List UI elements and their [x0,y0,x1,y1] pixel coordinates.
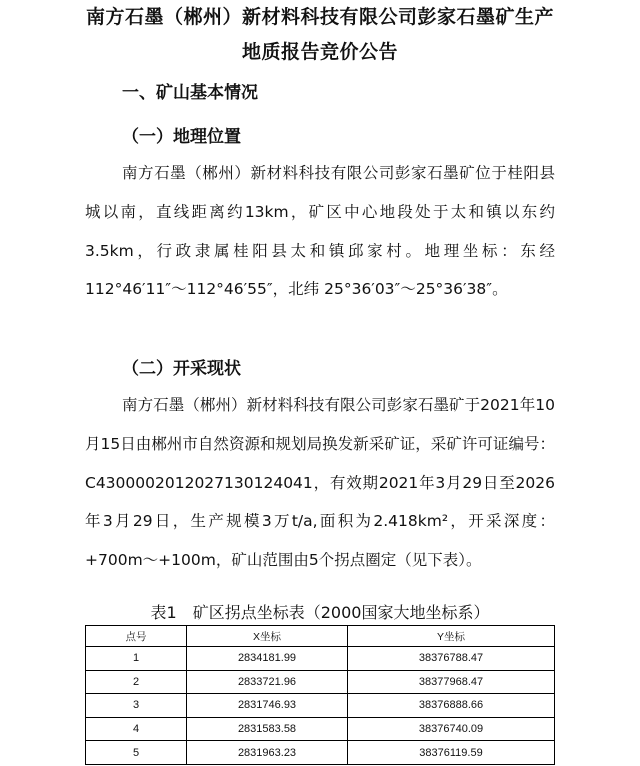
document-title-line1: 南方石墨（郴州）新材料科技有限公司彭家石墨矿生产 [85,6,554,28]
table-row [86,741,555,765]
cell-y-coordinate: 38376888.66 [348,694,555,718]
cell-x-coordinate: 2834181.99 [187,647,348,671]
header-point-number: 点号 [86,626,187,647]
cell-y-coordinate: 38376788.47 [348,647,555,671]
table-row [86,670,555,694]
table-row [86,717,555,741]
cell-y-coordinate: 38376119.59 [348,741,555,765]
section1-heading: 一、矿山基本情况 [122,83,258,103]
table-header-row [86,626,555,647]
cell-point-number: 2 [86,670,187,694]
cell-x-coordinate: 2831963.23 [187,741,348,765]
cell-x-coordinate: 2831583.58 [187,717,348,741]
cell-x-coordinate: 2831746.93 [187,694,348,718]
cell-y-coordinate: 38376740.09 [348,717,555,741]
cell-y-coordinate: 38377968.47 [348,670,555,694]
table-row [86,647,555,671]
subsection2-paragraph: 南方石墨（郴州）新材料科技有限公司彭家石墨矿于2021年10月15日由郴州市自然资源和规划局换发新采矿证，采矿许可证编号：C4300002012027130124041，有效期2021年3月29日至2026年3月29日，生产规模3万t/a,面积为2.418km²，开采深度：+700m～+100m，矿山范围由5个拐点圈定（见下表）。 [85,396,555,570]
cell-point-number: 3 [86,694,187,718]
cell-x-coordinate: 2833721.96 [187,670,348,694]
cell-point-number: 5 [86,741,187,765]
document-title-line2: 地质报告竞价公告 [241,41,398,63]
cell-point-number: 1 [86,647,187,671]
header-y-coordinate: Y坐标 [348,626,555,647]
table-caption: 表1 矿区拐点坐标表（2000国家大地坐标系） [150,603,490,622]
subsection1-heading: （一）地理位置 [122,127,241,147]
coordinates-table [85,625,555,765]
subsection2-heading: （二）开采现状 [122,359,241,379]
header-x-coordinate: X坐标 [187,626,348,647]
cell-point-number: 4 [86,717,187,741]
subsection1-paragraph: 南方石墨（郴州）新材料科技有限公司彭家石墨矿位于桂阳县城以南，直线距离约13km，矿区中心地段处于太和镇以东约3.5km，行政隶属桂阳县太和镇邱家村。地理坐标：东经112°46′11″～112°46′55″，北纬 25°36′03″～25°36′38″。 [85,164,555,299]
table-row [86,694,555,718]
